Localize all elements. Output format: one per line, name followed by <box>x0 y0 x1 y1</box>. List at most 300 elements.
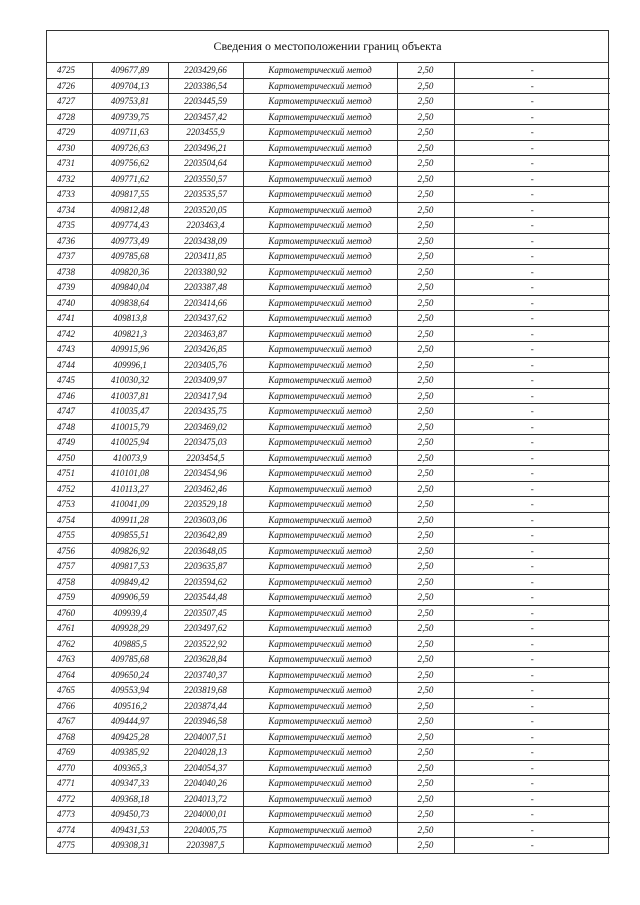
accuracy-cell: 2,50 <box>397 264 454 280</box>
note-cell: - <box>454 435 610 451</box>
accuracy-cell: 2,50 <box>397 636 454 652</box>
note-cell: - <box>454 791 610 807</box>
coord-x-cell: 409885,5 <box>92 636 168 652</box>
table-row <box>47 404 610 420</box>
accuracy-cell: 2,50 <box>397 342 454 358</box>
accuracy-cell: 2,50 <box>397 94 454 110</box>
note-cell: - <box>454 78 610 94</box>
coord-x-cell: 409915,96 <box>92 342 168 358</box>
coord-x-cell: 409840,04 <box>92 280 168 296</box>
method-cell: Картометрический метод <box>243 326 397 342</box>
coord-y-cell: 2203463,4 <box>168 218 243 234</box>
table-row <box>47 249 610 265</box>
note-cell: - <box>454 760 610 776</box>
accuracy-cell: 2,50 <box>397 295 454 311</box>
table-row <box>47 373 610 389</box>
table-row <box>47 760 610 776</box>
coord-y-cell: 2203544,48 <box>168 590 243 606</box>
point-number-cell: 4741 <box>47 311 92 327</box>
coord-x-cell: 409739,75 <box>92 109 168 125</box>
method-cell: Картометрический метод <box>243 791 397 807</box>
method-cell: Картометрический метод <box>243 388 397 404</box>
coord-y-cell: 2203380,92 <box>168 264 243 280</box>
coord-x-cell: 409817,55 <box>92 187 168 203</box>
note-cell: - <box>454 94 610 110</box>
method-cell: Картометрический метод <box>243 667 397 683</box>
coord-x-cell: 409711,63 <box>92 125 168 141</box>
coord-y-cell: 2204000,01 <box>168 807 243 823</box>
coord-y-cell: 2203417,94 <box>168 388 243 404</box>
point-number-cell: 4753 <box>47 497 92 513</box>
accuracy-cell: 2,50 <box>397 466 454 482</box>
coord-x-cell: 410113,27 <box>92 481 168 497</box>
coord-x-cell: 409771,62 <box>92 171 168 187</box>
coord-x-cell: 409365,3 <box>92 760 168 776</box>
note-cell: - <box>454 404 610 420</box>
point-number-cell: 4755 <box>47 528 92 544</box>
note-cell: - <box>454 388 610 404</box>
table-row <box>47 481 610 497</box>
coord-x-cell: 409450,73 <box>92 807 168 823</box>
method-cell: Картометрический метод <box>243 264 397 280</box>
point-number-cell: 4763 <box>47 652 92 668</box>
coord-x-cell: 409785,68 <box>92 652 168 668</box>
point-number-cell: 4756 <box>47 543 92 559</box>
table-row <box>47 450 610 466</box>
accuracy-cell: 2,50 <box>397 512 454 528</box>
accuracy-cell: 2,50 <box>397 156 454 172</box>
coord-x-cell: 409347,33 <box>92 776 168 792</box>
coord-y-cell: 2203454,5 <box>168 450 243 466</box>
note-cell: - <box>454 543 610 559</box>
table-row <box>47 714 610 730</box>
method-cell: Картометрический метод <box>243 187 397 203</box>
coord-y-cell: 2203438,09 <box>168 233 243 249</box>
coord-x-cell: 409704,13 <box>92 78 168 94</box>
point-number-cell: 4757 <box>47 559 92 575</box>
coord-x-cell: 409826,92 <box>92 543 168 559</box>
accuracy-cell: 2,50 <box>397 574 454 590</box>
method-cell: Картометрический метод <box>243 760 397 776</box>
point-number-cell: 4758 <box>47 574 92 590</box>
table-row <box>47 621 610 637</box>
point-number-cell: 4759 <box>47 590 92 606</box>
table-row <box>47 776 610 792</box>
note-cell: - <box>454 745 610 761</box>
coord-y-cell: 2203819,68 <box>168 683 243 699</box>
accuracy-cell: 2,50 <box>397 559 454 575</box>
accuracy-cell: 2,50 <box>397 683 454 699</box>
point-number-cell: 4764 <box>47 667 92 683</box>
method-cell: Картометрический метод <box>243 822 397 838</box>
accuracy-cell: 2,50 <box>397 652 454 668</box>
accuracy-cell: 2,50 <box>397 776 454 792</box>
method-cell: Картометрический метод <box>243 574 397 590</box>
coord-x-cell: 409753,81 <box>92 94 168 110</box>
accuracy-cell: 2,50 <box>397 497 454 513</box>
accuracy-cell: 2,50 <box>397 729 454 745</box>
coord-y-cell: 2203504,64 <box>168 156 243 172</box>
table-row <box>47 605 610 621</box>
table-row <box>47 171 610 187</box>
coord-x-cell: 409726,63 <box>92 140 168 156</box>
coord-x-cell: 409516,2 <box>92 698 168 714</box>
coord-y-cell: 2203409,97 <box>168 373 243 389</box>
accuracy-cell: 2,50 <box>397 109 454 125</box>
point-number-cell: 4744 <box>47 357 92 373</box>
method-cell: Картометрический метод <box>243 590 397 606</box>
point-number-cell: 4760 <box>47 605 92 621</box>
note-cell: - <box>454 667 610 683</box>
note-cell: - <box>454 109 610 125</box>
coord-y-cell: 2203648,05 <box>168 543 243 559</box>
accuracy-cell: 2,50 <box>397 481 454 497</box>
accuracy-cell: 2,50 <box>397 326 454 342</box>
point-number-cell: 4739 <box>47 280 92 296</box>
note-cell: - <box>454 125 610 141</box>
coord-x-cell: 409928,29 <box>92 621 168 637</box>
coord-y-cell: 2203455,9 <box>168 125 243 141</box>
coord-x-cell: 410101,08 <box>92 466 168 482</box>
point-number-cell: 4761 <box>47 621 92 637</box>
coord-x-cell: 410037,81 <box>92 388 168 404</box>
point-number-cell: 4743 <box>47 342 92 358</box>
point-number-cell: 4747 <box>47 404 92 420</box>
coord-y-cell: 2203740,37 <box>168 667 243 683</box>
method-cell: Картометрический метод <box>243 497 397 513</box>
note-cell: - <box>454 497 610 513</box>
coord-x-cell: 409444,97 <box>92 714 168 730</box>
point-number-cell: 4732 <box>47 171 92 187</box>
accuracy-cell: 2,50 <box>397 621 454 637</box>
method-cell: Картометрический метод <box>243 621 397 637</box>
accuracy-cell: 2,50 <box>397 528 454 544</box>
accuracy-cell: 2,50 <box>397 590 454 606</box>
method-cell: Картометрический метод <box>243 404 397 420</box>
note-cell: - <box>454 636 610 652</box>
note-cell: - <box>454 249 610 265</box>
point-number-cell: 4740 <box>47 295 92 311</box>
point-number-cell: 4748 <box>47 419 92 435</box>
table-row <box>47 125 610 141</box>
accuracy-cell: 2,50 <box>397 280 454 296</box>
coord-y-cell: 2203414,66 <box>168 295 243 311</box>
coord-x-cell: 409385,92 <box>92 745 168 761</box>
point-number-cell: 4728 <box>47 109 92 125</box>
accuracy-cell: 2,50 <box>397 807 454 823</box>
table-row <box>47 745 610 761</box>
method-cell: Картометрический метод <box>243 512 397 528</box>
accuracy-cell: 2,50 <box>397 311 454 327</box>
accuracy-cell: 2,50 <box>397 760 454 776</box>
method-cell: Картометрический метод <box>243 94 397 110</box>
accuracy-cell: 2,50 <box>397 667 454 683</box>
note-cell: - <box>454 776 610 792</box>
note-cell: - <box>454 326 610 342</box>
table-row <box>47 63 610 78</box>
point-number-cell: 4769 <box>47 745 92 761</box>
method-cell: Картометрический метод <box>243 373 397 389</box>
coord-x-cell: 409813,8 <box>92 311 168 327</box>
accuracy-cell: 2,50 <box>397 125 454 141</box>
point-number-cell: 4749 <box>47 435 92 451</box>
coord-y-cell: 2204040,26 <box>168 776 243 792</box>
coord-y-cell: 2204028,13 <box>168 745 243 761</box>
point-number-cell: 4751 <box>47 466 92 482</box>
table-row <box>47 590 610 606</box>
table-row <box>47 512 610 528</box>
coordinates-table-body <box>47 63 610 853</box>
point-number-cell: 4770 <box>47 760 92 776</box>
point-number-cell: 4775 <box>47 838 92 853</box>
table-row <box>47 264 610 280</box>
boundary-coordinates-sheet <box>46 30 609 854</box>
accuracy-cell: 2,50 <box>397 791 454 807</box>
coord-y-cell: 2203987,5 <box>168 838 243 853</box>
coord-x-cell: 409677,89 <box>92 63 168 78</box>
note-cell: - <box>454 528 610 544</box>
accuracy-cell: 2,50 <box>397 357 454 373</box>
method-cell: Картометрический метод <box>243 652 397 668</box>
accuracy-cell: 2,50 <box>397 745 454 761</box>
method-cell: Картометрический метод <box>243 78 397 94</box>
method-cell: Картометрический метод <box>243 838 397 853</box>
coord-x-cell: 409911,28 <box>92 512 168 528</box>
accuracy-cell: 2,50 <box>397 78 454 94</box>
note-cell: - <box>530 840 534 851</box>
accuracy-cell: 2,50 <box>397 543 454 559</box>
coord-x-cell: 409817,53 <box>92 559 168 575</box>
point-number-cell: 4729 <box>47 125 92 141</box>
table-row <box>47 652 610 668</box>
note-cell: - <box>454 264 610 280</box>
note-cell: - <box>454 652 610 668</box>
table-row <box>47 683 610 699</box>
document-title: Сведения о местоположении границ объекта <box>47 31 608 63</box>
table-row <box>47 78 610 94</box>
note-cell: - <box>454 822 610 838</box>
method-cell: Картометрический метод <box>243 342 397 358</box>
coord-y-cell: 2203628,84 <box>168 652 243 668</box>
method-cell: Картометрический метод <box>243 698 397 714</box>
method-cell: Картометрический метод <box>243 156 397 172</box>
method-cell: Картометрический метод <box>243 807 397 823</box>
table-row <box>47 419 610 435</box>
note-cell: - <box>454 559 610 575</box>
method-cell: Картометрический метод <box>243 435 397 451</box>
table-row <box>47 187 610 203</box>
note-cell: - <box>454 140 610 156</box>
table-row <box>47 466 610 482</box>
coord-y-cell: 2204007,51 <box>168 729 243 745</box>
coord-x-cell: 409906,59 <box>92 590 168 606</box>
accuracy-cell: 2,50 <box>397 388 454 404</box>
coord-y-cell: 2203946,58 <box>168 714 243 730</box>
method-cell: Картометрический метод <box>243 140 397 156</box>
coord-x-cell: 410073,9 <box>92 450 168 466</box>
table-row <box>47 357 610 373</box>
coord-x-cell: 409785,68 <box>92 249 168 265</box>
coord-y-cell: 2203463,87 <box>168 326 243 342</box>
point-number-cell: 4767 <box>47 714 92 730</box>
coord-y-cell: 2203522,92 <box>168 636 243 652</box>
table-row <box>47 667 610 683</box>
table-row <box>47 822 610 838</box>
method-cell: Картометрический метод <box>243 450 397 466</box>
table-row <box>47 342 610 358</box>
point-number-cell: 4745 <box>47 373 92 389</box>
table-row <box>47 94 610 110</box>
method-cell: Картометрический метод <box>243 605 397 621</box>
accuracy-cell: 2,50 <box>397 838 454 853</box>
note-cell: - <box>454 311 610 327</box>
coord-y-cell: 2203469,02 <box>168 419 243 435</box>
accuracy-cell: 2,50 <box>397 404 454 420</box>
coord-y-cell: 2203497,62 <box>168 621 243 637</box>
coord-x-cell: 409821,3 <box>92 326 168 342</box>
table-row <box>47 140 610 156</box>
point-number-cell: 4768 <box>47 729 92 745</box>
accuracy-cell: 2,50 <box>397 218 454 234</box>
point-number-cell: 4773 <box>47 807 92 823</box>
coord-y-cell: 2203454,96 <box>168 466 243 482</box>
accuracy-cell: 2,50 <box>397 435 454 451</box>
coord-y-cell: 2204013,72 <box>168 791 243 807</box>
note-cell: - <box>454 621 610 637</box>
method-cell: Картометрический метод <box>243 636 397 652</box>
coord-y-cell: 2203405,76 <box>168 357 243 373</box>
coord-y-cell: 2203429,66 <box>168 63 243 78</box>
note-cell: - <box>454 683 610 699</box>
point-number-cell: 4750 <box>47 450 92 466</box>
method-cell: Картометрический метод <box>243 171 397 187</box>
note-cell: - <box>454 218 610 234</box>
coord-x-cell: 409308,31 <box>92 838 168 853</box>
table-row <box>47 218 610 234</box>
table-row <box>47 311 610 327</box>
point-number-cell: 4766 <box>47 698 92 714</box>
method-cell: Картометрический метод <box>243 528 397 544</box>
point-number-cell: 4737 <box>47 249 92 265</box>
coord-x-cell: 409756,62 <box>92 156 168 172</box>
note-cell: - <box>454 295 610 311</box>
point-number-cell: 4774 <box>47 822 92 838</box>
coord-x-cell: 409812,48 <box>92 202 168 218</box>
note-cell: - <box>454 171 610 187</box>
note-cell: - <box>454 807 610 823</box>
table-row <box>47 528 610 544</box>
coord-y-cell: 2203529,18 <box>168 497 243 513</box>
method-cell: Картометрический метод <box>243 295 397 311</box>
method-cell: Картометрический метод <box>243 481 397 497</box>
method-cell: Картометрический метод <box>243 466 397 482</box>
table-row <box>47 636 610 652</box>
coord-x-cell: 409553,94 <box>92 683 168 699</box>
table-row <box>47 280 610 296</box>
coord-y-cell: 2203874,44 <box>168 698 243 714</box>
note-cell: - <box>454 574 610 590</box>
coord-y-cell: 2203496,21 <box>168 140 243 156</box>
method-cell: Картометрический метод <box>243 559 397 575</box>
accuracy-cell: 2,50 <box>397 605 454 621</box>
table-row <box>47 326 610 342</box>
table-row <box>47 388 610 404</box>
table-row <box>47 543 610 559</box>
method-cell: Картометрический метод <box>243 311 397 327</box>
note-cell: - <box>454 481 610 497</box>
coord-y-cell: 2203594,62 <box>168 574 243 590</box>
point-number-cell: 4738 <box>47 264 92 280</box>
coord-y-cell: 2203426,85 <box>168 342 243 358</box>
point-number-cell: 4746 <box>47 388 92 404</box>
coord-x-cell: 410041,09 <box>92 497 168 513</box>
coord-y-cell: 2203457,42 <box>168 109 243 125</box>
coord-y-cell: 2203520,05 <box>168 202 243 218</box>
coord-y-cell: 2204005,75 <box>168 822 243 838</box>
table-row <box>47 202 610 218</box>
coord-x-cell: 409773,49 <box>92 233 168 249</box>
point-number-cell: 4736 <box>47 233 92 249</box>
note-cell: - <box>454 202 610 218</box>
coord-x-cell: 410015,79 <box>92 419 168 435</box>
point-number-cell: 4725 <box>47 63 92 78</box>
accuracy-cell: 2,50 <box>397 822 454 838</box>
table-row <box>47 559 610 575</box>
note-cell: - <box>454 357 610 373</box>
method-cell: Картометрический метод <box>243 714 397 730</box>
note-cell: - <box>454 590 610 606</box>
coord-y-cell: 2203387,48 <box>168 280 243 296</box>
method-cell: Картометрический метод <box>243 745 397 761</box>
coord-x-cell: 409838,64 <box>92 295 168 311</box>
table-row <box>47 497 610 513</box>
accuracy-cell: 2,50 <box>397 698 454 714</box>
point-number-cell: 4731 <box>47 156 92 172</box>
note-cell: - <box>454 280 610 296</box>
accuracy-cell: 2,50 <box>397 63 454 78</box>
note-cell: - <box>454 187 610 203</box>
table-row <box>47 295 610 311</box>
point-number-cell: 4772 <box>47 791 92 807</box>
note-cell: - <box>454 512 610 528</box>
note-cell: - <box>454 233 610 249</box>
table-row <box>47 435 610 451</box>
accuracy-cell: 2,50 <box>397 249 454 265</box>
accuracy-cell: 2,50 <box>397 450 454 466</box>
coord-x-cell: 410030,32 <box>92 373 168 389</box>
coord-y-cell: 2203642,89 <box>168 528 243 544</box>
method-cell: Картометрический метод <box>243 109 397 125</box>
point-number-cell: 4765 <box>47 683 92 699</box>
table-row <box>47 791 610 807</box>
note-cell: - <box>454 729 610 745</box>
table-row <box>47 574 610 590</box>
coord-y-cell: 2203435,75 <box>168 404 243 420</box>
method-cell: Картометрический метод <box>243 233 397 249</box>
coord-x-cell: 409431,53 <box>92 822 168 838</box>
method-cell: Картометрический метод <box>243 249 397 265</box>
point-number-cell: 4752 <box>47 481 92 497</box>
coord-x-cell: 409855,51 <box>92 528 168 544</box>
point-number-cell: 4727 <box>47 94 92 110</box>
coord-x-cell: 409849,42 <box>92 574 168 590</box>
point-number-cell: 4733 <box>47 187 92 203</box>
coord-y-cell: 2203445,59 <box>168 94 243 110</box>
coord-x-cell: 410035,47 <box>92 404 168 420</box>
note-cell: - <box>454 156 610 172</box>
table-row <box>47 838 610 853</box>
accuracy-cell: 2,50 <box>397 202 454 218</box>
